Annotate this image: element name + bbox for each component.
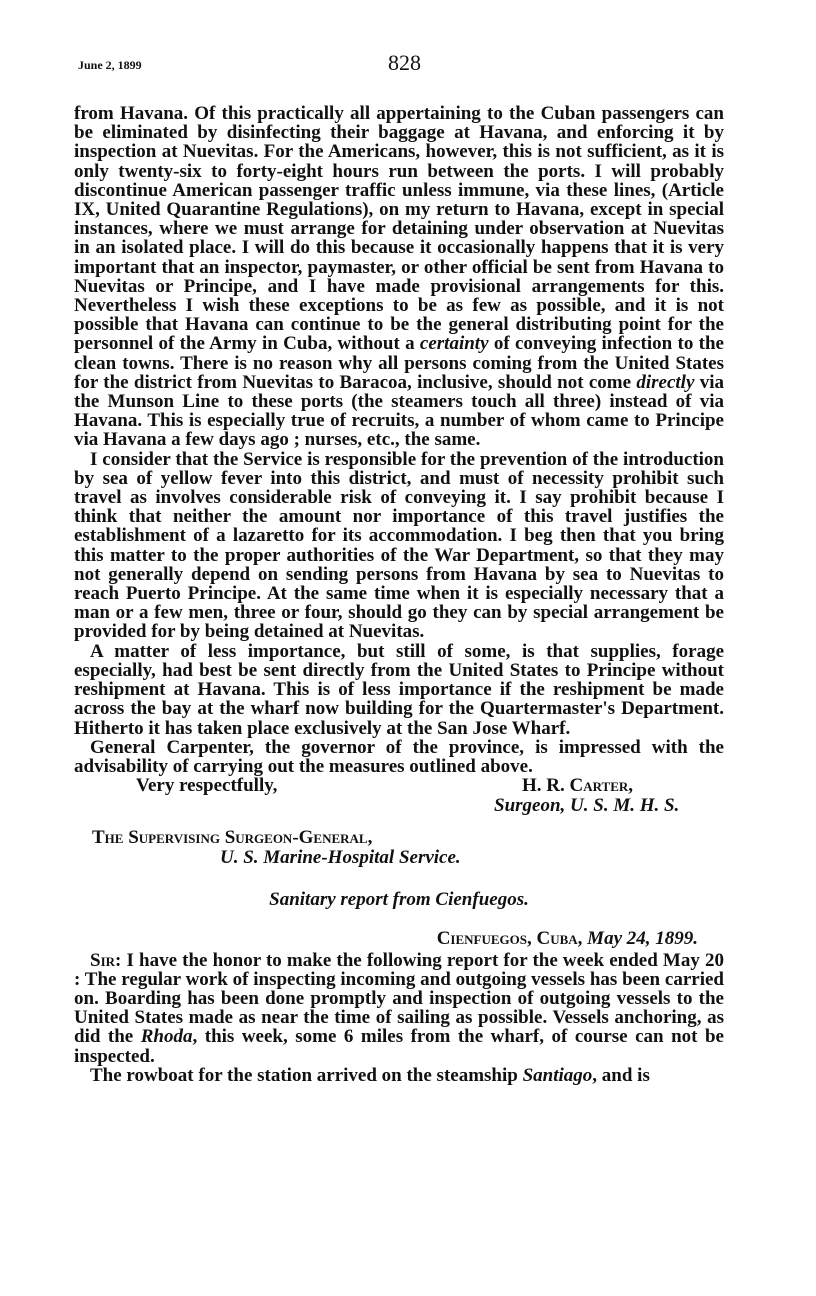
paragraph-1 xyxy=(74,104,724,450)
paragraph-1-text-b: of conveying infection to the clean towns. There is no reason why all persons coming from the United States for the district from Nuevitas to Baracoa, inclusive, should not come xyxy=(74,333,724,393)
paragraph-5-text-b: , this week, some 6 miles from the wharf, of course can not be inspected. xyxy=(74,1026,724,1067)
dateline-date: May 24, 1899. xyxy=(587,928,698,950)
section-heading: Sanitary report from Cienfuegos. xyxy=(269,889,529,911)
page-number: 828 xyxy=(388,50,421,75)
signatory-title: Surgeon, U. S. M. H. S. xyxy=(494,795,680,817)
emphasis-directly: directly xyxy=(636,371,695,393)
paragraph-1-text-a: from Havana. Of this practically all appertaining to the Cuban passengers can be eliminated by disinfecting their baggage at Havana, and enforcing it by inspection at Nuevitas. For the Americans, however, this is not sufficient, as it is only twenty-six to forty-eight hours run between the ports. I will probably discontinue American passenger traffic unless immune, via these lines, (Article IX, United Quarantine Regulations), on my return to Havana, except in special instances, where we must arrange for detaining under observation at Nuevitas in an isolated place. I will do this because it occasionally happens that it is very important that an inspector, paymaster, or other official be sent from Havana to Nuevitas or Principe, and I have made provisional arrangements for this. Nevertheless I wish these exceptions to be as few as possible, and it is not possible that Havana can continue to be the general distributing point for the personnel of the Army in Cuba, without a xyxy=(74,103,724,355)
paragraph-6 xyxy=(74,1066,724,1085)
header-date: June 2, 1899 xyxy=(78,58,142,72)
paragraph-5-text-a: : I have the honor to make the following report for the week ended May 20 : The regular work of inspecting incoming and outgoing vessels has been carried on. Boarding has been done promptly and inspection of outgoing vessels to the United States made as near the time of sailing as possible. Vessels anchoring, as did the xyxy=(74,949,724,1048)
signature-block xyxy=(74,776,724,834)
addressee-title: The Supervising Surgeon-General, xyxy=(92,827,373,849)
document-body xyxy=(74,104,724,1085)
paragraph-2: I consider that the Service is responsible for the prevention of the introduction by sea of yellow fever into this district, and must of necessity prohibit such travel as involves considerable risk of conveying it. I say prohibit because I think that neither the amount nor importance of this travel justifies the establishment of a lazaretto for its accommodation. I beg then that you bring this matter to the proper authorities of the War Department, so that they may not generally depend on sending persons from Havana by sea to Nuevitas to reach Puerto Principe. At the same time when it is especially necessary that a man or a few men, three or four, should go they can by special arrangement be provided for by being detained at Nuevitas. xyxy=(74,448,724,643)
salutation: Sir xyxy=(90,949,116,971)
emphasis-santiago: Santiago xyxy=(522,1064,593,1086)
paragraph-3: A matter of less importance, but still of some, is that supplies, forage especially, had best be sent directly from the United States to Principe without reshipment at Havana. This is of less importance if the reshipment be made across the bay at the wharf now building for the Quartermaster's Department. Hitherto it has taken place exclusively at the San Jose Wharf. xyxy=(74,640,724,739)
addressee-block xyxy=(74,828,724,870)
paragraph-1-text-c: via the Munson Line to these ports (the steamers touch all three) instead of via Havana. This is especially true of recruits, a number of whom came to Principe via Havana a few days ago ; nurses, etc., the same. xyxy=(74,371,724,451)
dateline xyxy=(74,929,724,948)
paragraph-5 xyxy=(74,951,724,1066)
signatory-name: H. R. Carter, xyxy=(522,775,634,797)
page-header xyxy=(78,50,728,80)
paragraph-4: General Carpenter, the governor of the province, is impressed with the advisability of carrying out the measures outlined above. xyxy=(74,736,724,777)
paragraph-6-text-b: , and is xyxy=(592,1064,650,1086)
emphasis-certainty: certainty xyxy=(419,333,489,355)
paragraph-6-text-a: The rowboat for the station arrived on the steamship xyxy=(90,1064,523,1086)
dateline-place: Cienfuegos, Cuba, xyxy=(436,928,588,950)
emphasis-rhoda: Rhoda xyxy=(140,1026,193,1048)
valediction: Very respectfully, xyxy=(136,775,278,797)
addressee-service: U. S. Marine-Hospital Service. xyxy=(220,847,461,869)
